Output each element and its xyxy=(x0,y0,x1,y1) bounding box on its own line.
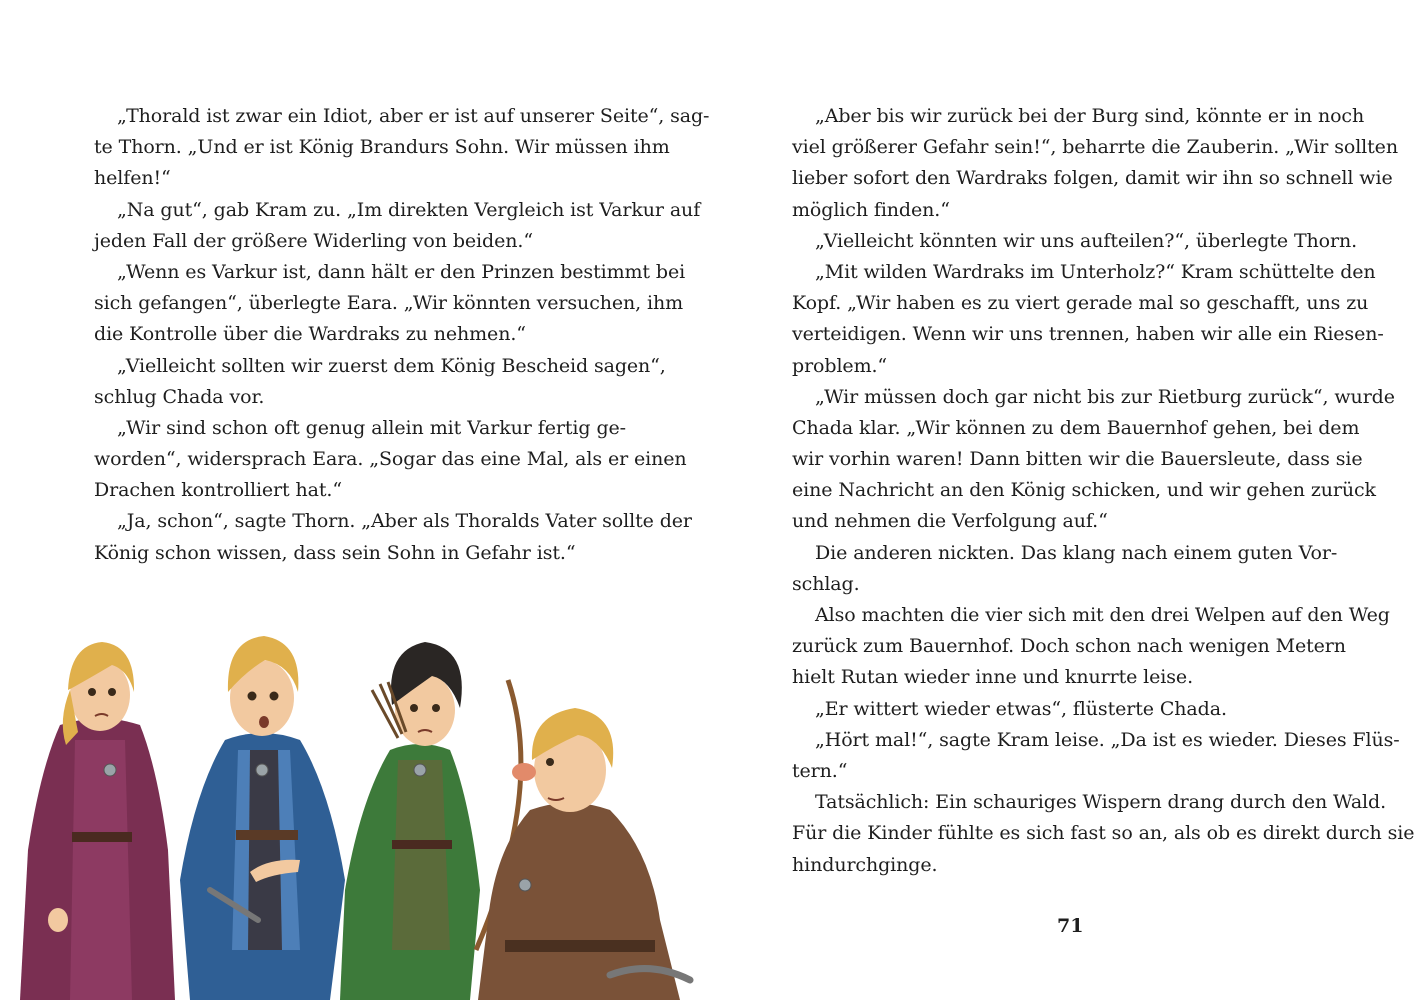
text-line: „Mit wilden Wardraks im Unterholz?“ Kram schüttelte den xyxy=(815,260,1376,283)
text-line: „Aber bis wir zurück bei der Burg sind, könnte er in noch xyxy=(815,105,1365,127)
eara-figure xyxy=(20,642,175,1000)
text-line: eine Nachricht an den König schicken, und wir gehen zurück xyxy=(792,479,1376,502)
text-line: te Thorn. „Und er ist König Brandurs Sohn. Wir müssen ihm xyxy=(94,136,670,159)
text-line: „Wenn es Varkur ist, dann hält er den Prinzen bestimmt bei xyxy=(117,260,686,283)
text-line: schlug Chada vor. xyxy=(94,385,265,408)
text-line: Drachen kontrolliert hat.“ xyxy=(94,479,342,502)
text-line: lieber sofort den Wardraks folgen, damit wir ihn so schnell wie xyxy=(792,167,1393,190)
text-line: wir vorhin waren! Dann bitten wir die Bauersleute, dass sie xyxy=(792,448,1363,471)
text-line: „Wir sind schon oft genug allein mit Varkur fertig ge- xyxy=(117,416,626,439)
text-line: die Kontrolle über die Wardraks zu nehmen.“ xyxy=(94,323,526,346)
text-line: tern.“ xyxy=(792,759,848,782)
text-line: „Thorald ist zwar ein Idiot, aber er ist auf unserer Seite“, sag- xyxy=(117,105,710,127)
text-line: möglich finden.“ xyxy=(792,198,950,221)
four-children-illustration xyxy=(0,620,707,1000)
text-line: schlag. xyxy=(792,572,860,595)
text-line: „Vielleicht könnten wir uns aufteilen?“, überlegte Thorn. xyxy=(815,229,1358,252)
left-text-column xyxy=(94,101,710,569)
text-line: problem.“ xyxy=(792,354,888,377)
text-line: hielt Rutan wieder inne und knurrte leise. xyxy=(792,666,1194,689)
text-line: „Wir müssen doch gar nicht bis zur Rietburg zurück“, wurde xyxy=(815,385,1395,408)
text-line: „Na gut“, gab Kram zu. „Im direkten Vergleich ist Varkur auf xyxy=(117,198,701,221)
text-line: Chada klar. „Wir können zu dem Bauernhof gehen, bei dem xyxy=(792,416,1360,439)
right-page xyxy=(707,0,1414,1000)
text-line: Kopf. „Wir haben es zu viert gerade mal so geschafft, uns zu xyxy=(792,292,1369,315)
text-line: Also machten die vier sich mit den drei Welpen auf den Weg xyxy=(815,604,1390,626)
text-line: „Vielleicht sollten wir zuerst dem König Bescheid sagen“, xyxy=(117,354,666,377)
text-line: „Ja, schon“, sagte Thorn. „Aber als Thoralds Vater sollte der xyxy=(117,510,692,533)
text-line: viel größerer Gefahr sein!“, beharrte die Zauberin. „Wir sollten xyxy=(792,136,1398,159)
text-line: Tatsächlich: Ein schauriges Wispern drang durch den Wald. xyxy=(815,791,1387,814)
text-line: Die anderen nickten. Das klang nach einem guten Vor- xyxy=(815,541,1338,564)
text-line: und nehmen die Verfolgung auf.“ xyxy=(792,510,1108,533)
kram-figure xyxy=(478,708,690,1000)
text-line: „Er wittert wieder etwas“, flüsterte Chada. xyxy=(815,697,1227,720)
thorn-figure xyxy=(180,636,345,1000)
text-line: Für die Kinder fühlte es sich fast so an, als ob es direkt durch sie xyxy=(792,822,1414,845)
text-line: worden“, widersprach Eara. „Sogar das eine Mal, als er einen xyxy=(94,448,687,471)
page-number: 71 xyxy=(1057,915,1084,937)
text-line: helfen!“ xyxy=(94,167,171,190)
text-line: zurück zum Bauernhof. Doch schon nach wenigen Metern xyxy=(792,635,1346,658)
right-text-column xyxy=(792,101,1414,881)
text-line: König schon wissen, dass sein Sohn in Gefahr ist.“ xyxy=(94,541,576,564)
text-line: jeden Fall der größere Widerling von beiden.“ xyxy=(94,229,533,252)
text-line: „Hört mal!“, sagte Kram leise. „Da ist es wieder. Dieses Flüs- xyxy=(815,728,1400,751)
text-line: verteidigen. Wenn wir uns trennen, haben wir alle ein Riesen- xyxy=(792,323,1384,346)
text-line: hindurchginge. xyxy=(792,853,938,876)
text-line: sich gefangen“, überlegte Eara. „Wir könnten versuchen, ihm xyxy=(94,292,684,315)
